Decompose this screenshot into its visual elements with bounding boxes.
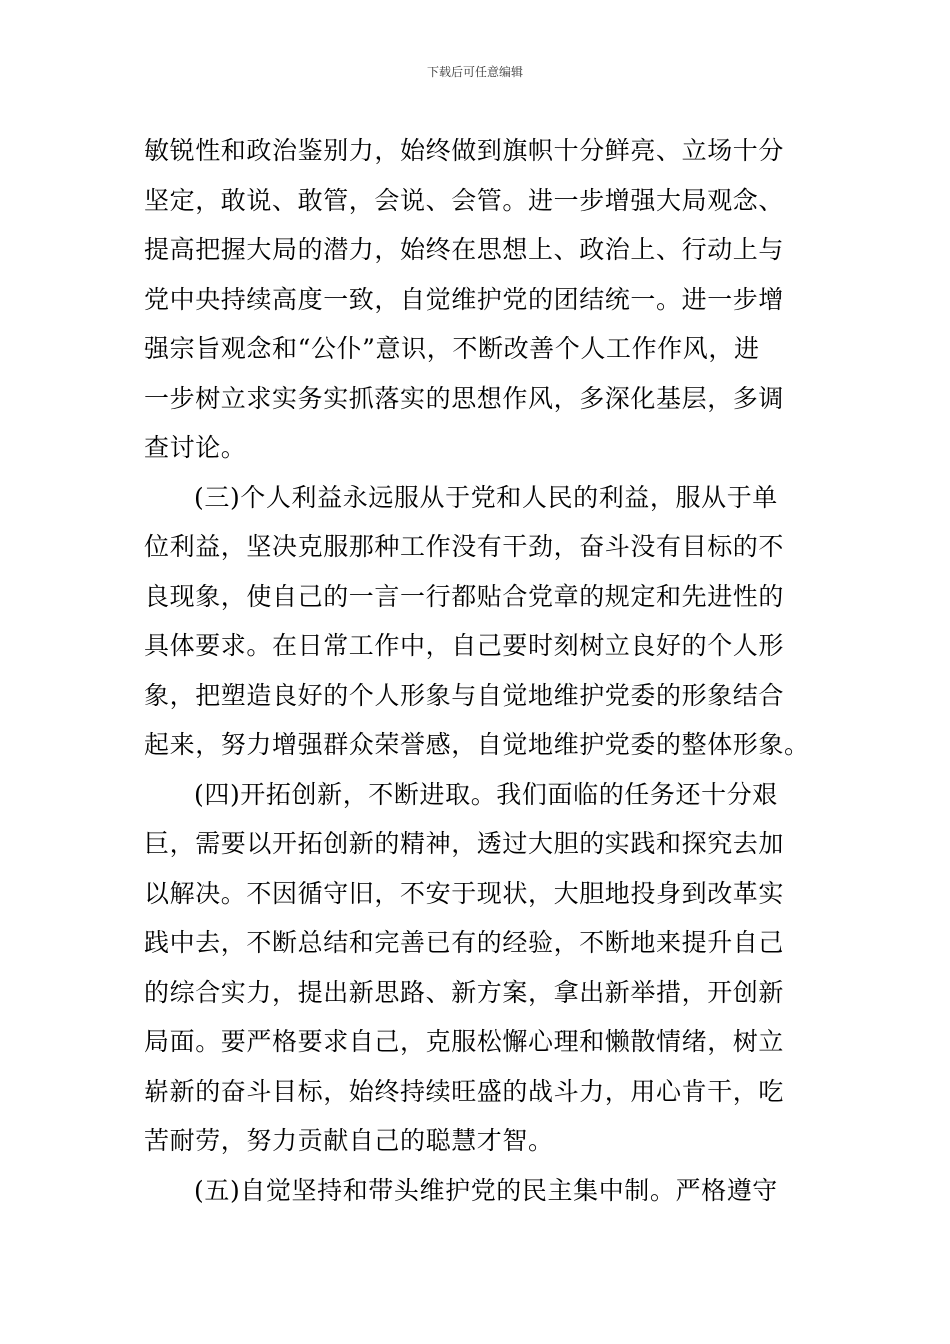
text-line: 象，把塑造良好的个人形象与自觉地维护党委的形象结合 <box>144 680 785 710</box>
text-line: 具体要求。在日常工作中，自己要时刻树立良好的个人形 <box>144 631 785 660</box>
text-line: 坚定，敢说、敢管，会说、会管。进一步增强大局观念、 <box>144 185 785 215</box>
page-header: 下载后可任意编辑 <box>426 65 523 79</box>
text-line: 局面。要严格要求自己，克服松懈心理和懒散情绪，树立 <box>144 1027 785 1056</box>
paragraph-start-line: (四)开拓创新，不断进取。我们面临的任务还十分艰 <box>194 779 778 809</box>
text-line: 提高把握大局的潜力，始终在思想上、政治上、行动上与 <box>144 235 785 264</box>
text-line: 一步树立求实务实抓落实的思想作风，多深化基层，多调 <box>144 383 785 413</box>
paragraph-start-line: (三)个人利益永远服从于党和人民的利益，服从于单 <box>194 482 778 512</box>
text-line: 查讨论。 <box>144 433 247 462</box>
text-line: 崭新的奋斗目标，始终持续旺盛的战斗力，用心肯干，吃 <box>144 1076 785 1106</box>
text-line: 强宗旨观念和“公仆”意识，不断改善个人工作作风，进 <box>144 334 760 363</box>
text-line: 起来，努力增强群众荣誉感，自觉地维护党委的整体形象。 <box>144 730 810 759</box>
text-line: 巨，需要以开拓创新的精神，透过大胆的实践和探究去加 <box>144 829 785 858</box>
text-line: 党中央持续高度一致，自觉维护党的团结统一。进一步增 <box>144 284 785 314</box>
paragraph-start-line: (五)自觉坚持和带头维护党的民主集中制。严格遵守 <box>194 1175 778 1205</box>
text-line: 位利益，坚决克服那种工作没有干劲，奋斗没有目标的不 <box>144 532 785 561</box>
text-line: 敏锐性和政治鉴别力，始终做到旗帜十分鲜亮、立场十分 <box>144 136 785 165</box>
document-body <box>144 126 810 1215</box>
text-line: 良现象，使自己的一言一行都贴合党章的规定和先进性的 <box>144 581 785 611</box>
text-line: 践中去，不断总结和完善已有的经验，不断地来提升自己 <box>144 928 785 957</box>
text-line: 苦耐劳，努力贡献自己的聪慧才智。 <box>144 1126 554 1155</box>
text-line: 的综合实力，提出新思路、新方案，拿出新举措，开创新 <box>144 977 785 1007</box>
text-line: 以解决。不因循守旧，不安于现状，大胆地投身到改革实 <box>144 878 785 908</box>
